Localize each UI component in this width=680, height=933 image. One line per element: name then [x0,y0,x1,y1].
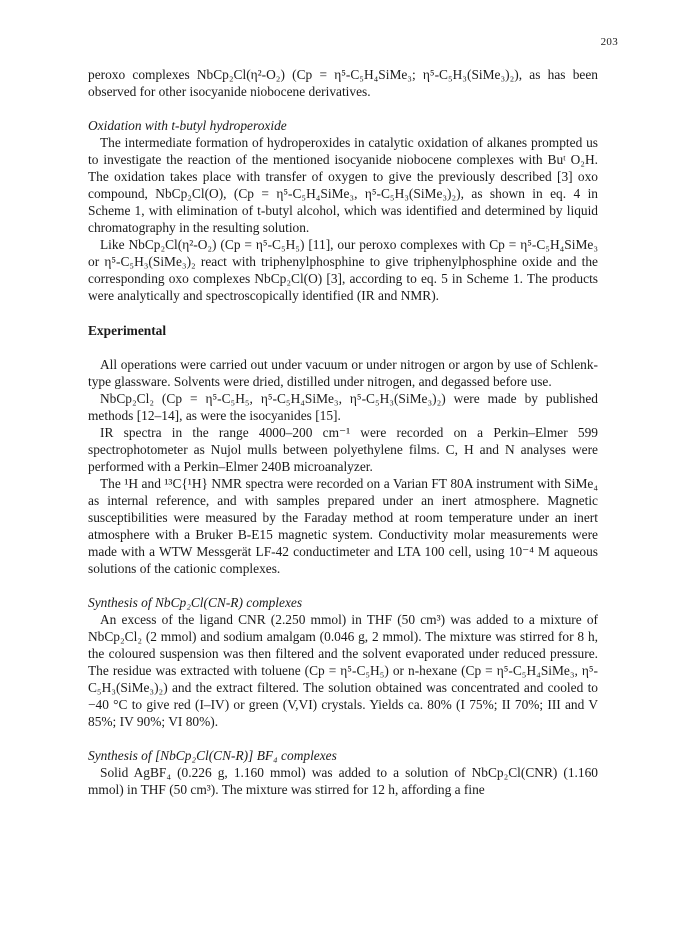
synthesis-1-paragraph: An excess of the ligand CNR (2.250 mmol) in THF (50 cm³) was added to a mixture of NbCp₂Cl₂ (2 mmol) and sodium amalgam (0.046 g, 2 mmol). The mixture was stirred for 8 h, the coloured suspension was then filtered and the solvent evaporated under reduced pressure. The residue was extracted with toluene (Cp = η⁵-C₅H₅) or n-hexane (Cp = η⁵-C₅H₄SiMe₃, η⁵-C₅H₃(SiMe₃)₂) and the extract filtered. The solution obtained was concentrated and cooled to −40 °C to give red (I–IV) or green (V,VI) crystals. Yields ca. 80% (I 75%; II 70%; III and V 85%; IV 90%; VI 80%). [88,612,598,729]
experimental-heading: Experimental [88,323,167,338]
oxidation-paragraph-2: Like NbCp₂Cl(η²-O₂) (Cp = η⁵-C₅H₅) [11], our peroxo complexes with Cp = η⁵-C₅H₄SiMe₃ or η⁵-C₅H₃(SiMe₃)₂ react with triphenylphosphine to give triphenylphosphine oxide and the corresponding oxo complexes NbCp₂Cl(O) [3], according to eq. 5 in Scheme 1. The products were analytically and spectroscopically identified (IR and NMR). [88,237,598,303]
oxidation-paragraph-1: The intermediate formation of hydroperoxides in catalytic oxidation of alkanes prompted us to investigate the reaction of the mentioned isocyanide niobocene complexes with Buᵗ O₂H. The oxidation takes place with transfer of oxygen to give the previously described [3] oxo compound, NbCp₂Cl(O), (Cp = η⁵-C₅H₄SiMe₃, η⁵-C₅H₃(SiMe₃)₂), as shown in eq. 4 in Scheme 1, with elimination of t-butyl alcohol, which was identified and determined by liquid chromatography in the resulting solution. [88,135,598,235]
synthesis-2-paragraph: Solid AgBF₄ (0.226 g, 1.160 mmol) was added to a solution of NbCp₂Cl(CNR) (1.160 mmol) in THF (50 cm³). The mixture was stirred for 12 h, affording a fine [88,765,598,797]
intro-paragraph: peroxo complexes NbCp₂Cl(η²-O₂) (Cp = η⁵-C₅H₄SiMe₃; η⁵-C₅H₃(SiMe₃)₂), as has been observed for other isocyanide niobocene derivatives. [88,67,598,99]
experimental-paragraph-3: IR spectra in the range 4000–200 cm⁻¹ were recorded on a Perkin–Elmer 599 spectrophotometer as Nujol mulls between polyethylene films. C, H and N analyses were performed with a Perkin–Elmer 240B microanalyzer. [88,425,598,474]
synthesis-2-heading: Synthesis of [NbCp₂Cl(CN-R)] BF₄ complexes [88,748,337,763]
page-number: 203 [600,36,618,48]
experimental-paragraph-4: The ¹H and ¹³C{¹H} NMR spectra were recorded on a Varian FT 80A instrument with SiMe₄ as internal reference, and with samples prepared under an inert atmosphere. Magnetic susceptibilities were measured by the Faraday method at room temperature under an inert atmosphere with a Bruker B-E15 magnetic system. Conductivity molar measurements were made with a WTW Messgerät LF-42 conductimeter and LTA 100 cell, using 10⁻⁴ M aqueous solutions of the cationic complexes. [88,476,598,576]
experimental-paragraph-2: NbCp₂Cl₂ (Cp = η⁵-C₅H₅, η⁵-C₅H₄SiMe₃, η⁵-C₅H₃(SiMe₃)₂) were made by published methods [12–14], as were the isocyanides [15]. [88,391,598,423]
article-body [88,66,598,798]
experimental-paragraph-1: All operations were carried out under vacuum or under nitrogen or argon by use of Schlenk-type glassware. Solvents were dried, distilled under nitrogen, and degassed before use. [88,357,598,389]
oxidation-heading: Oxidation with t-butyl hydroperoxide [88,118,287,133]
synthesis-1-heading: Synthesis of NbCp₂Cl(CN-R) complexes [88,595,303,610]
